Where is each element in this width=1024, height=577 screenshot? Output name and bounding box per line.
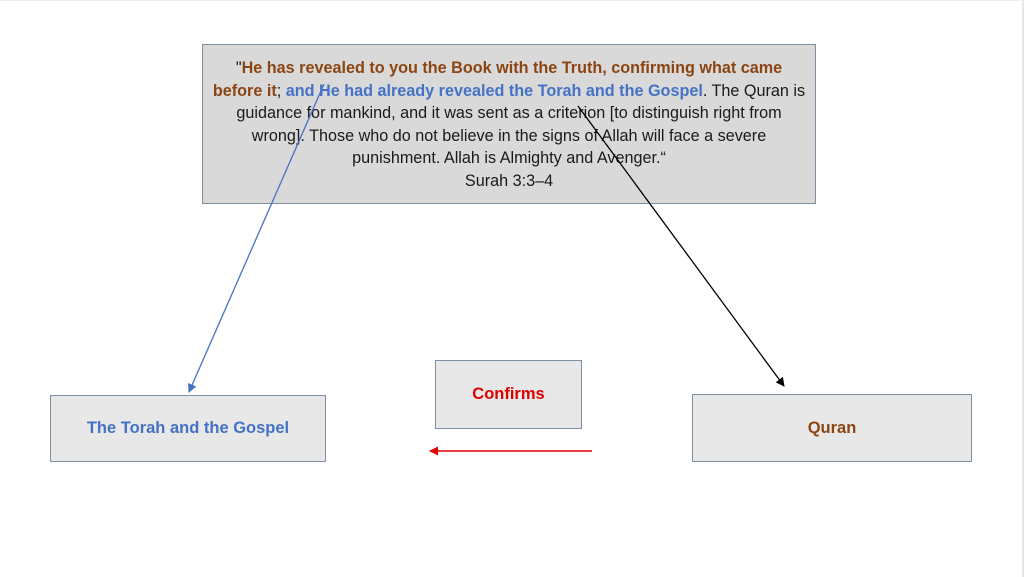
quote-highlight-torah-gospel: and He had already revealed the Torah and the Gospel — [285, 81, 703, 100]
quote-citation: Surah 3:3–4 — [464, 171, 554, 190]
quote-separator: ; — [276, 81, 286, 100]
node-confirms-label: Confirms — [472, 385, 545, 403]
arrow-quote-to-quran — [578, 106, 784, 386]
quote-highlight-confirming: He has revealed to you the Book with the Truth, confirming what came before it — [212, 59, 783, 100]
arrow-quote-to-torah-gospel — [189, 81, 324, 392]
node-torah-gospel-label: The Torah and the Gospel — [86, 419, 290, 437]
node-quran-label: Quran — [807, 418, 857, 437]
quote-body: . The Quran is guidance for mankind, and it was sent as a criterion [to distinguish right from wrong]. Those who do not believe in the signs of Allah will face a severe punishment. Allah is Almighty and Avenger.“ — [236, 81, 806, 167]
quote-open-mark: " — [235, 59, 242, 77]
